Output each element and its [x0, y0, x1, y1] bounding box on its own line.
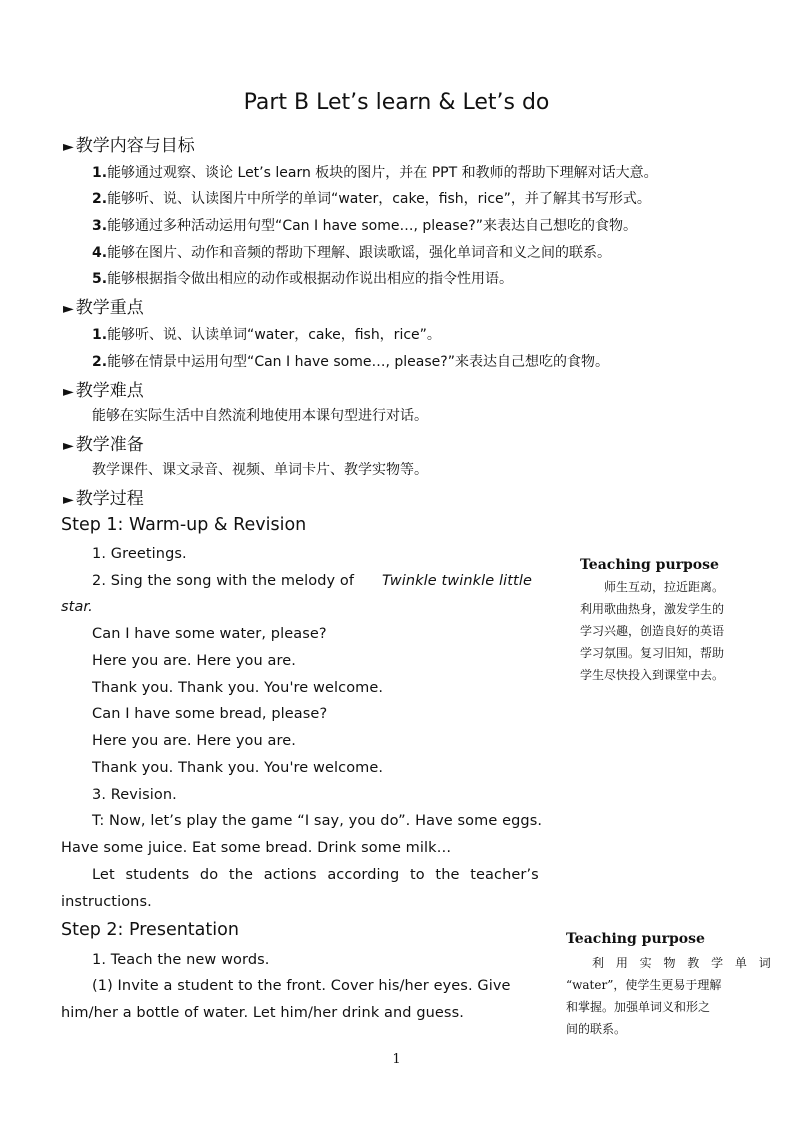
step2-teach: 1. Teach the new words.: [92, 952, 270, 968]
key-point-item-2: 2.能够在情景中运用句型“Can I have some…, please?”来表达自己想吃的食物。: [92, 354, 609, 370]
goal-item-5: 5.能够根据指令做出相应的动作或根据动作说出相应的指令性用语。: [92, 271, 514, 287]
triangle-bullet-icon: ►: [63, 139, 74, 155]
goal-item-3: 3.能够通过多种活动运用句型“Can I have some…, please?”来表达自己想吃的食物。: [92, 218, 637, 234]
triangle-bullet-icon: ►: [63, 438, 74, 454]
triangle-bullet-icon: ►: [63, 384, 74, 400]
section-heading-difficulties: ► 教学难点: [63, 381, 144, 401]
section-heading-goals: ► 教学内容与目标: [63, 136, 195, 156]
side-note-2-text: 利 用 实 物 教 学 单 词 “water”，使学生更易于理解 和掌握。加强单词义和形之 间的联系。: [566, 956, 775, 1036]
step1-sing-line: 2. Sing the song with the melody of Twinkle twinkle little: [92, 573, 532, 589]
step1-heading: Step 1: Warm-up & Revision: [61, 515, 307, 535]
preparation-text: 教学课件、课文录音、视频、单词卡片、教学实物等。: [92, 462, 428, 478]
page-title: Part B Let’s learn & Let’s do: [243, 90, 550, 115]
song-line-2: Here you are. Here you are.: [92, 653, 296, 669]
side-note-1-text: 师生互动，拉近距离。 利用歌曲热身，激发学生的 学习兴趣，创造良好的英语 学习氛围。复习旧知，帮助 学生尽快投入到课堂中去。: [580, 580, 725, 682]
step2-invite-line-2: him/her a bottle of water. Let him/her drink and guess.: [61, 1005, 464, 1021]
step1-let-line-1: Let students do the actions according to the teacher’s: [92, 867, 539, 883]
step2-invite-line-1: (1) Invite a student to the front. Cover his/her eyes. Give: [92, 978, 511, 994]
key-point-item-1: 1.能够听、说、认读单词“water，cake，fish，rice”。: [92, 327, 441, 343]
section-heading-key-points: ► 教学重点: [63, 298, 144, 318]
song-line-6: Thank you. Thank you. You're welcome.: [92, 760, 384, 776]
step1-revision: 3. Revision.: [92, 787, 177, 803]
section-heading-preparation: ► 教学准备: [63, 435, 144, 455]
step1-greetings: 1. Greetings.: [92, 546, 187, 562]
step1-teacher-line-1: T: Now, let’s play the game “I say, you do”. Have some eggs.: [92, 813, 543, 829]
step1-let-line-2: instructions.: [61, 894, 152, 910]
goal-item-4: 4.能够在图片、动作和音频的帮助下理解、跟读歌谣，强化单词音和义之间的联系。: [92, 245, 612, 261]
section-heading-process: ► 教学过程: [63, 489, 144, 509]
difficulties-text: 能够在实际生活中自然流利地使用本课句型进行对话。: [92, 408, 428, 424]
step1-teacher-line-2: Have some juice. Eat some bread. Drink some milk…: [61, 840, 452, 856]
goal-item-1: 1.能够通过观察、谈论 Let’s learn 板块的图片，并在 PPT 和教师的帮助下理解对话大意。: [92, 165, 658, 181]
song-line-3: Thank you. Thank you. You're welcome.: [92, 680, 384, 696]
step1-sing-line-2: star.: [61, 599, 93, 615]
step2-heading: Step 2: Presentation: [61, 920, 239, 940]
side-note-2-title: Teaching purpose: [566, 931, 705, 947]
goal-item-2: 2.能够听、说、认读图片中所学的单词“water，cake，fish，rice”，并了解其书写形式。: [92, 191, 651, 207]
song-line-4: Can I have some bread, please?: [92, 706, 328, 722]
triangle-bullet-icon: ►: [63, 301, 74, 317]
triangle-bullet-icon: ►: [63, 492, 74, 508]
song-line-1: Can I have some water, please?: [92, 626, 327, 642]
page-number: 1: [392, 1052, 401, 1067]
side-note-1-title: Teaching purpose: [580, 557, 719, 573]
song-line-5: Here you are. Here you are.: [92, 733, 296, 749]
